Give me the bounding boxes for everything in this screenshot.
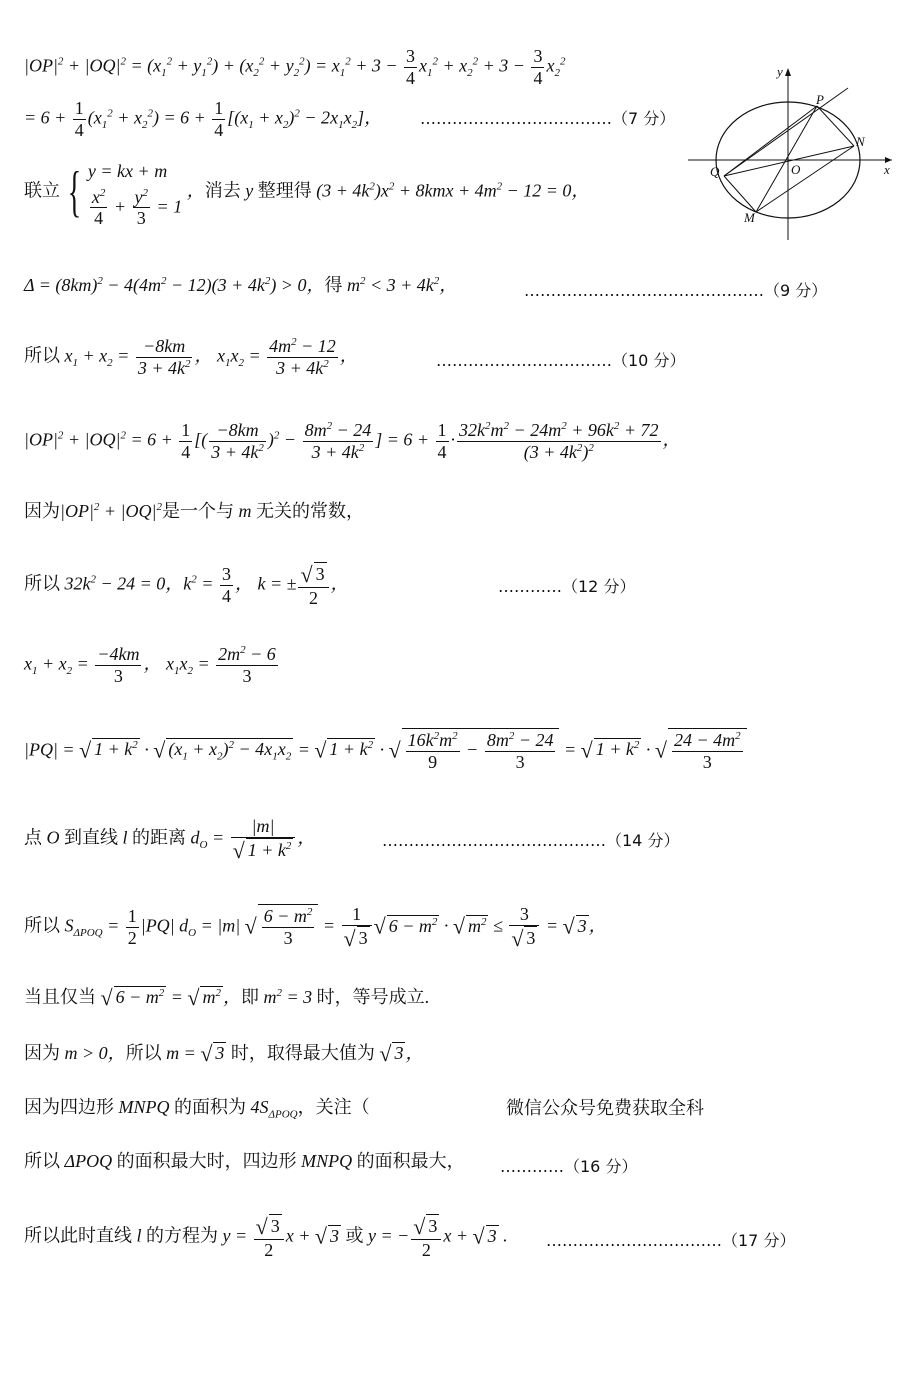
label-point-m: M (744, 210, 755, 225)
score-12: …………（12 分） (498, 577, 636, 596)
score-14: ……………………………………（14 分） (382, 831, 680, 850)
label-lianli: 联立 (24, 180, 60, 202)
label-y-axis: y (777, 64, 783, 79)
statement-max-value: 因为 m > 0，所以 m = √ 3 时，取得最大值为 √ 3 ， (24, 1041, 424, 1066)
label-point-p: P (816, 92, 824, 107)
equation-vieta-simplified: $x_1 + x_2$ = $\frac{-4km}{3}$ ， $x_1x_2$ = $\frac{2m^2 - 6}{3}$ (24, 644, 276, 686)
label-point-n: N (856, 134, 865, 149)
equation-discriminant: $\Delta = (8km)^2 - 4(4m^2 - 12)(3 + 4k^2) > 0$，得 $m^2 < 3 + 4k^2$， (24, 275, 458, 295)
score-7: ………………………………（7 分） (420, 109, 676, 128)
score-9: ………………………………………（9 分） (524, 281, 828, 300)
equation-system: 联立 { y = kx + m $\frac{x^2}{4}$ + $\frac{y^2}{3}$ = 1 ，消去 y 整理得 $(3 + 4k^2)x^2 + 8kmx + 4m^2 - 12 = 0$， (24, 161, 590, 229)
equation-pq-length: |PQ| = √ $1 + k^2$ · √ $(x_1 + x_2)^2 - 4x_1x_2$ = √ $1 + k^2$ · √ $\frac{16k^2m^2}{9}$ − $\frac{8m^2 - 24}{3}$ = √ $1 + k^2$ · √ $\frac{24 - 4m^2}{3}$ (24, 728, 747, 772)
equation-vieta: 所以 $x_1 + x_2$ = $\frac{-8km}{3 + 4k^2}$ ， $x_1x_2$ = $\frac{4m^2 - 12}{3 + 4k^2}$ ， (24, 336, 358, 378)
label-point-q: Q (710, 164, 720, 179)
equation-op-oq-sum: $|OP|^2 + |OQ|^2 = (x_1^2 + y_1^2) + (x_2^2 + y_2^2) = x_1^2 + 3$ − $\frac{3}{4}$ $x_1^2 + x_2^2 + 3$ − $\frac{3}{4}$ $x_2^2$ (24, 46, 566, 88)
watermark-note: 微信公众号免费获取全科 (506, 1098, 704, 1119)
score-16: …………（16 分） (500, 1157, 638, 1176)
equation-op-oq-expanded: $|OP|^2 + |OQ|^2 = 6$ + $\frac{1}{4}$ [( $\frac{-8km}{3 + 4k^2}$ )$^2$ − $\frac{8m^2 - 24}{3 + 4k^2}$ ] = 6 + $\frac{1}{4}$ · $\frac{32k^2m^2 - 24m^2 + 96k^2 + 72}{(3 + 4k^2)^2}$ ， (24, 420, 681, 462)
equation-line-l: 所以此时直线 l 的方程为 y = $\frac{√ 3}{2}$ x + √ 3 或 y = − $\frac{√ 3}{2}$ x + √ 3 . (24, 1214, 508, 1261)
statement-equality-condition: 当且仅当 √ $6 - m^2$ = √ $m^2$ ，即 $m^2 = 3$ 时，等号成立. (24, 985, 430, 1010)
label-origin-o: O (791, 162, 801, 177)
equation-area-bound: 所以 $S_{\Delta POQ}$ = $\frac{1}{2}$ |PQ| $d_O = |m|$ √ $\frac{6 - m^2}{3}$ = $\frac{1}{√ 3}$ √ $6 - m^2$ · √ $m^2$ ≤ $\frac{3}{√ 3}$ = √ 3 ， (24, 904, 607, 951)
ellipse-figure (688, 64, 894, 242)
score-10: ……………………………（10 分） (436, 351, 686, 370)
statement-constant: 因为$|OP|^2 + |OQ|^2$是一个与 m 无关的常数， (24, 501, 364, 521)
equation-sum-simplified: = 6 + $\frac{1}{4}$ $(x_1^2 + x_2^2) = 6$ + $\frac{1}{4}$ $[(x_1 + x_2)^2 - 2x_1x_2]$， (24, 98, 383, 140)
equation-k-value: 所以 $32k^2 - 24 = 0$，$k^2$ = $\frac{3}{4}$ ， k = ± $\frac{√ 3}{2}$ ， (24, 562, 349, 609)
statement-quadrilateral-area: 因为四边形 MNPQ 的面积为 $4S_{\Delta POQ}$，关注（ (24, 1097, 370, 1121)
equation-distance: 点 O 到直线 l 的距离 $d_O$ = $\frac{|m|}{√ 1 + k^2}$ ， (24, 816, 316, 863)
score-17: ……………………………（17 分） (546, 1231, 796, 1250)
statement-max-area: 所以 ΔPOQ 的面积最大时，四边形 MNPQ 的面积最大， (24, 1151, 465, 1171)
label-x-axis: x (884, 162, 890, 177)
